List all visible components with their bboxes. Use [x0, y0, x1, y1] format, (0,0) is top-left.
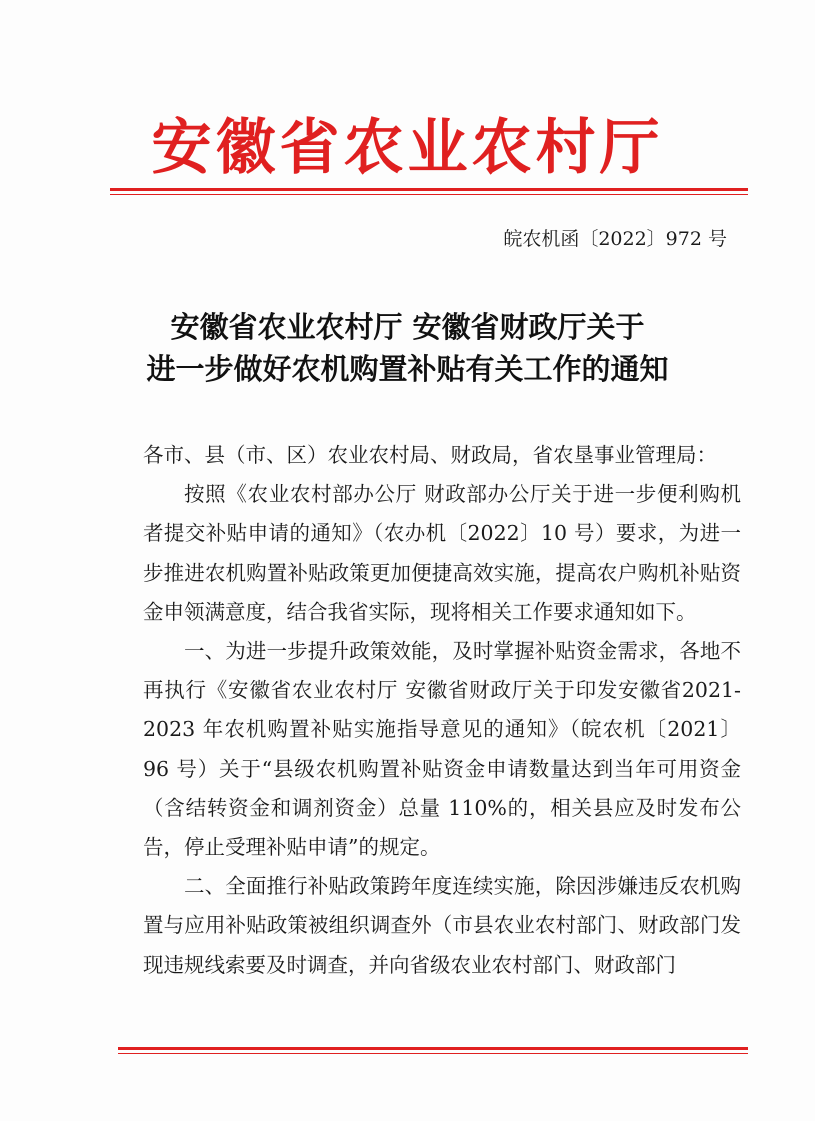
salutation: 各市、县（市、区）农业农村局、财政局，省农垦事业管理局：	[143, 443, 717, 467]
document-number: 皖农机函〔2022〕972 号	[503, 228, 727, 250]
body-paragraph-2: 一、为进一步提升政策效能，及时掌握补贴资金需求，各地不再执行《安徽省农业农村厅 安徽省财政厅关于印发安徽省2021-2023 年农机购置补贴实施指导意见的通知》（皖农机〔2021〕96 号）关于“县级农机购置补贴资金申请数量达到当年可用资金（含结转资金和调剂资金）总量 110%的，相关县应及时发布公告，停止受理补贴申请”的规定。	[143, 639, 741, 860]
body-paragraph-1: 按照《农业农村部办公厅 财政部办公厅关于进一步便利购机者提交补贴申请的通知》（农办机〔2022〕10 号）要求，为进一步推进农机购置补贴政策更加便捷高效实施，提高农户购机补贴资金申领满意度，结合我省实际，现将相关工作要求通知如下。	[143, 482, 741, 624]
letterhead-title: 安徽省农业农村厅	[151, 113, 664, 183]
body-paragraph-3: 二、全面推行补贴政策跨年度连续实施，除因涉嫌违反农机购置与应用补贴政策被组织调查外（市县农业农村部门、财政部门发现违规线索要及时调查，并向省级农业农村部门、财政部门	[143, 874, 741, 977]
document-body	[143, 436, 741, 985]
document-title-line-1: 安徽省农业农村厅 安徽省财政厅关于	[170, 310, 645, 344]
letterhead-red-rule-thin	[110, 194, 748, 195]
footer-red-rule-thick	[118, 1047, 748, 1050]
footer-red-rule-thin	[118, 1053, 748, 1054]
document-title-line-2: 进一步做好农机购置补贴有关工作的通知	[146, 352, 669, 386]
letterhead-red-rule-thick	[110, 188, 748, 191]
document-title	[0, 306, 815, 390]
